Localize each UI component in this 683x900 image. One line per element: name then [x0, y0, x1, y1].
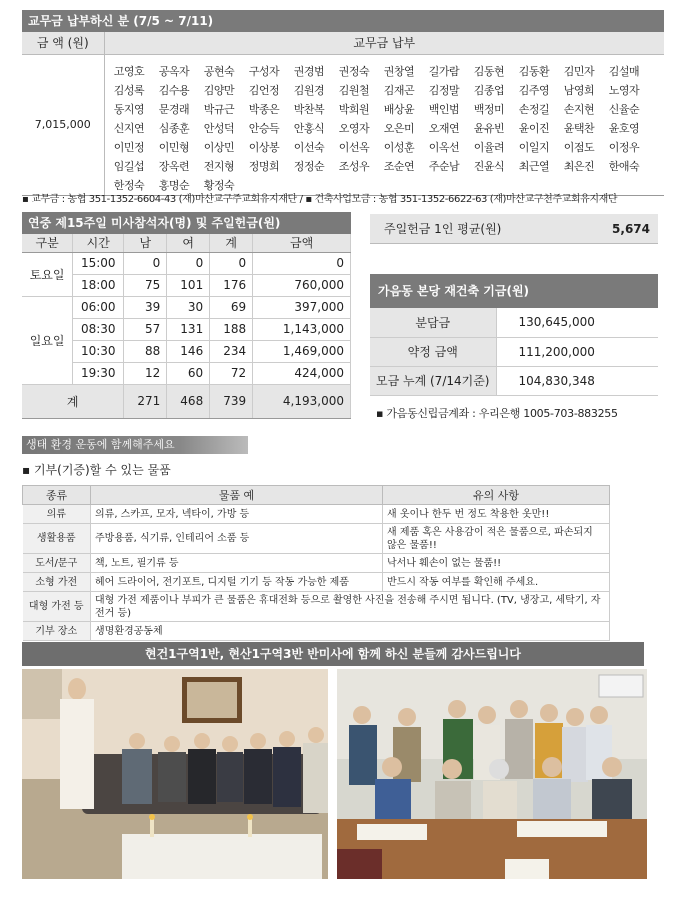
donor-name: 신율순 — [608, 102, 640, 116]
total-total: 739 — [210, 384, 253, 418]
eco-note: 낙서나 훼손이 없는 물품!! — [383, 554, 610, 573]
eco-note: 반드시 작동 여부를 확인해 주세요. — [383, 573, 610, 592]
donor-name: 백정미 — [473, 102, 505, 116]
thanks-banner: 현건1구역1반, 현산1구역3반 반미사에 함께 하신 분들께 감사드립니다 — [22, 642, 644, 666]
cell-female: 146 — [167, 340, 210, 362]
donor-name: 박규근 — [203, 102, 235, 116]
total-label: 계 — [22, 384, 124, 418]
donor-name: 안홍식 — [293, 121, 325, 135]
fund-table — [370, 308, 658, 396]
eco-place: 생명환경공동체 — [91, 622, 610, 641]
donor-name: 배상윤 — [383, 102, 415, 116]
cell-amount: 397,000 — [253, 296, 351, 318]
donor-name: 오재연 — [428, 121, 460, 135]
donor-name: 조순연 — [383, 159, 415, 173]
table-row — [370, 366, 658, 395]
total-female: 468 — [167, 384, 210, 418]
eco-item: 책, 노트, 필기류 등 — [91, 554, 383, 573]
total-male: 271 — [124, 384, 167, 418]
total-row — [22, 384, 351, 418]
fund-key: 모금 누계 (7/14기준) — [370, 366, 496, 395]
donor-name: 이점도 — [563, 140, 595, 154]
donor-name: 김원철 — [338, 83, 370, 97]
donor-name: 김언정 — [248, 83, 280, 97]
cell-female: 131 — [167, 318, 210, 340]
table-row — [22, 296, 351, 318]
eco-kind: 도서/문구 — [23, 554, 91, 573]
donor-name: 이상민 — [203, 140, 235, 154]
donation-table — [22, 32, 664, 196]
donor-name: 진윤식 — [473, 159, 505, 173]
cell-amount: 424,000 — [253, 362, 351, 384]
donor-name: 공옥자 — [158, 64, 190, 78]
cell-time: 06:00 — [73, 296, 124, 318]
cell-male: 88 — [124, 340, 167, 362]
cell-amount: 1,469,000 — [253, 340, 351, 362]
donor-name: 이옥선 — [428, 140, 460, 154]
donor-name: 남영희 — [563, 83, 595, 97]
cell-female: 60 — [167, 362, 210, 384]
eco-kind: 기부 장소 — [23, 622, 91, 641]
donor-name: 김정말 — [428, 83, 460, 97]
donation-title: 교무금 납부하신 분 (7/5 ~ 7/11) — [22, 10, 664, 32]
eco-kind: 의류 — [23, 505, 91, 524]
eco-kind: 생활용품 — [23, 524, 91, 554]
donor-name: 문경래 — [158, 102, 190, 116]
cell-total: 188 — [210, 318, 253, 340]
cell-amount: 760,000 — [253, 274, 351, 296]
col-header: 남 — [124, 234, 167, 252]
fund-key: 분담금 — [370, 308, 496, 337]
saturday-label: 토요일 — [22, 252, 73, 296]
account-info: ▪ 교무금 : 농협 351-1352-6604-43 (재)마산교구주교회유지재단 / ▪ 건축사업모금 : 농협 351-1352-6622-63 (재)마산교구천주교회유지재단 — [22, 194, 618, 205]
table-row — [23, 592, 610, 622]
donor-name: 안성덕 — [203, 121, 235, 135]
donor-name: 윤유빈 — [473, 121, 505, 135]
cell-female: 30 — [167, 296, 210, 318]
donor-name: 김동환 — [518, 64, 550, 78]
table-row — [23, 573, 610, 592]
cell-time: 15:00 — [73, 252, 124, 274]
donor-name: 임길섭 — [113, 159, 145, 173]
col-header: 여 — [167, 234, 210, 252]
average-label: 주일헌금 1인 평균(원) — [384, 222, 502, 236]
col-names: 교무금 납부 — [104, 32, 664, 54]
donor-name: 박찬복 — [293, 102, 325, 116]
donor-name: 김설매 — [608, 64, 640, 78]
donor-name: 김종업 — [473, 83, 505, 97]
donor-name: 이민형 — [158, 140, 190, 154]
cell-time: 10:30 — [73, 340, 124, 362]
attendance-section — [22, 212, 351, 419]
donor-name: 김민자 — [563, 64, 595, 78]
donor-name: 조성우 — [338, 159, 370, 173]
donor-name: 황정숙 — [203, 178, 235, 192]
table-row — [370, 337, 658, 366]
donor-name-list — [105, 55, 665, 195]
group-photo-1 — [22, 669, 328, 879]
cell-amount: 0 — [253, 252, 351, 274]
fund-key: 약정 금액 — [370, 337, 496, 366]
donor-name: 김주영 — [518, 83, 550, 97]
col-header: 금액 — [253, 234, 351, 252]
donor-name: 김수용 — [158, 83, 190, 97]
cell-time: 19:30 — [73, 362, 124, 384]
rebuild-fund-section — [370, 274, 658, 396]
table-row — [23, 505, 610, 524]
fund-account: ▪ 가음동신립금계좌 : 우리은행 1005-703-883255 — [376, 407, 618, 420]
col-amount: 금 액 (원) — [22, 32, 104, 54]
average-value: 5,674 — [612, 221, 650, 236]
eco-item: 의류, 스카프, 모자, 넥타이, 가방 등 — [91, 505, 383, 524]
eco-table — [22, 485, 610, 641]
donor-name: 신지연 — [113, 121, 145, 135]
donor-name: 손정길 — [518, 102, 550, 116]
donor-name: 전지형 — [203, 159, 235, 173]
donor-name: 동지영 — [113, 102, 145, 116]
donor-name: 김원경 — [293, 83, 325, 97]
col-header: 물품 예 — [91, 486, 383, 505]
donor-name: 최근열 — [518, 159, 550, 173]
cell-time: 18:00 — [73, 274, 124, 296]
eco-kind: 소형 가전 — [23, 573, 91, 592]
table-row — [22, 252, 351, 274]
donor-name: 이성훈 — [383, 140, 415, 154]
donor-name: 한애숙 — [608, 159, 640, 173]
cell-male: 39 — [124, 296, 167, 318]
donor-name: 이선옥 — [338, 140, 370, 154]
cell-male: 75 — [124, 274, 167, 296]
donor-name: 김성록 — [113, 83, 145, 97]
donor-name: 주순남 — [428, 159, 460, 173]
donor-name: 길가람 — [428, 64, 460, 78]
donor-name: 김동현 — [473, 64, 505, 78]
cell-total: 176 — [210, 274, 253, 296]
donor-name: 윤이진 — [518, 121, 550, 135]
donor-name: 윤택찬 — [563, 121, 595, 135]
donor-name: 오영자 — [338, 121, 370, 135]
eco-header: 생태 환경 운동에 함께해주세요 — [22, 436, 248, 454]
donor-name: 홍명순 — [158, 178, 190, 192]
cell-time: 08:30 — [73, 318, 124, 340]
fund-value: 130,645,000 — [496, 308, 658, 337]
fund-title: 가음동 본당 재건축 기금(원) — [370, 274, 658, 308]
table-row — [23, 554, 610, 573]
table-row — [370, 308, 658, 337]
cell-total: 72 — [210, 362, 253, 384]
table-row — [23, 524, 610, 554]
donor-name: 윤호영 — [608, 121, 640, 135]
eco-large-note: 대형 가전 제품이나 부피가 큰 물품은 휴대전화 등으로 촬영한 사진을 전송해 주시면 됩니다. (TV, 냉장고, 세탁기, 자전거 등) — [91, 592, 610, 622]
cell-total: 69 — [210, 296, 253, 318]
offering-average — [370, 214, 658, 244]
cell-male: 0 — [124, 252, 167, 274]
cell-total: 234 — [210, 340, 253, 362]
col-header: 시간 — [73, 234, 124, 252]
donor-name: 이율려 — [473, 140, 505, 154]
donor-name: 박종은 — [248, 102, 280, 116]
donor-name: 정정순 — [293, 159, 325, 173]
donor-name: 김양만 — [203, 83, 235, 97]
attendance-table — [22, 234, 351, 419]
cell-male: 12 — [124, 362, 167, 384]
eco-item: 헤어 드라이어, 전기포트, 디지털 기기 등 작동 가능한 제품 — [91, 573, 383, 592]
col-header: 유의 사항 — [383, 486, 610, 505]
col-header: 종류 — [23, 486, 91, 505]
donor-name: 이상봉 — [248, 140, 280, 154]
eco-item: 주방용품, 식기류, 인테리어 소품 등 — [91, 524, 383, 554]
eco-kind: 대형 가전 등 — [23, 592, 91, 622]
donor-name: 노영자 — [608, 83, 640, 97]
donor-name: 공현숙 — [203, 64, 235, 78]
col-header: 구분 — [22, 234, 73, 252]
donor-name: 정명희 — [248, 159, 280, 173]
attendance-title: 연중 제15주일 미사참석자(명) 및 주일헌금(원) — [22, 212, 351, 234]
donor-name: 구성자 — [248, 64, 280, 78]
cell-amount: 1,143,000 — [253, 318, 351, 340]
eco-note: 새 옷이나 한두 번 정도 착용한 옷만!! — [383, 505, 610, 524]
cell-female: 0 — [167, 252, 210, 274]
donor-name: 손지현 — [563, 102, 595, 116]
donor-name: 이선숙 — [293, 140, 325, 154]
cell-total: 0 — [210, 252, 253, 274]
donor-name: 김재곤 — [383, 83, 415, 97]
donor-name: 권경범 — [293, 64, 325, 78]
donor-name: 권정숙 — [338, 64, 370, 78]
cell-female: 101 — [167, 274, 210, 296]
sunday-label: 일요일 — [22, 296, 73, 384]
donor-name: 한정숙 — [113, 178, 145, 192]
donation-amount: 7,015,000 — [22, 54, 104, 195]
fund-value: 104,830,348 — [496, 366, 658, 395]
eco-subtitle: ▪ 기부(기증)할 수 있는 물품 — [22, 463, 171, 477]
donor-name: 심종훈 — [158, 121, 190, 135]
donor-name: 장옥련 — [158, 159, 190, 173]
fund-value: 111,200,000 — [496, 337, 658, 366]
total-amount: 4,193,000 — [253, 384, 351, 418]
table-row — [23, 622, 610, 641]
donor-name: 최은진 — [563, 159, 595, 173]
group-photo-2 — [337, 669, 647, 879]
eco-note: 새 제품 혹은 사용감이 적은 물품으로, 파손되지 않은 물품!! — [383, 524, 610, 554]
donor-name: 이일지 — [518, 140, 550, 154]
donor-name: 고영호 — [113, 64, 145, 78]
donor-name: 권창열 — [383, 64, 415, 78]
donor-name: 안승득 — [248, 121, 280, 135]
donor-name: 오은미 — [383, 121, 415, 135]
donation-section — [22, 10, 664, 196]
donor-name: 박희원 — [338, 102, 370, 116]
cell-male: 57 — [124, 318, 167, 340]
donor-name: 이민정 — [113, 140, 145, 154]
donor-name: 이정우 — [608, 140, 640, 154]
donor-name: 백인범 — [428, 102, 460, 116]
col-header: 계 — [210, 234, 253, 252]
